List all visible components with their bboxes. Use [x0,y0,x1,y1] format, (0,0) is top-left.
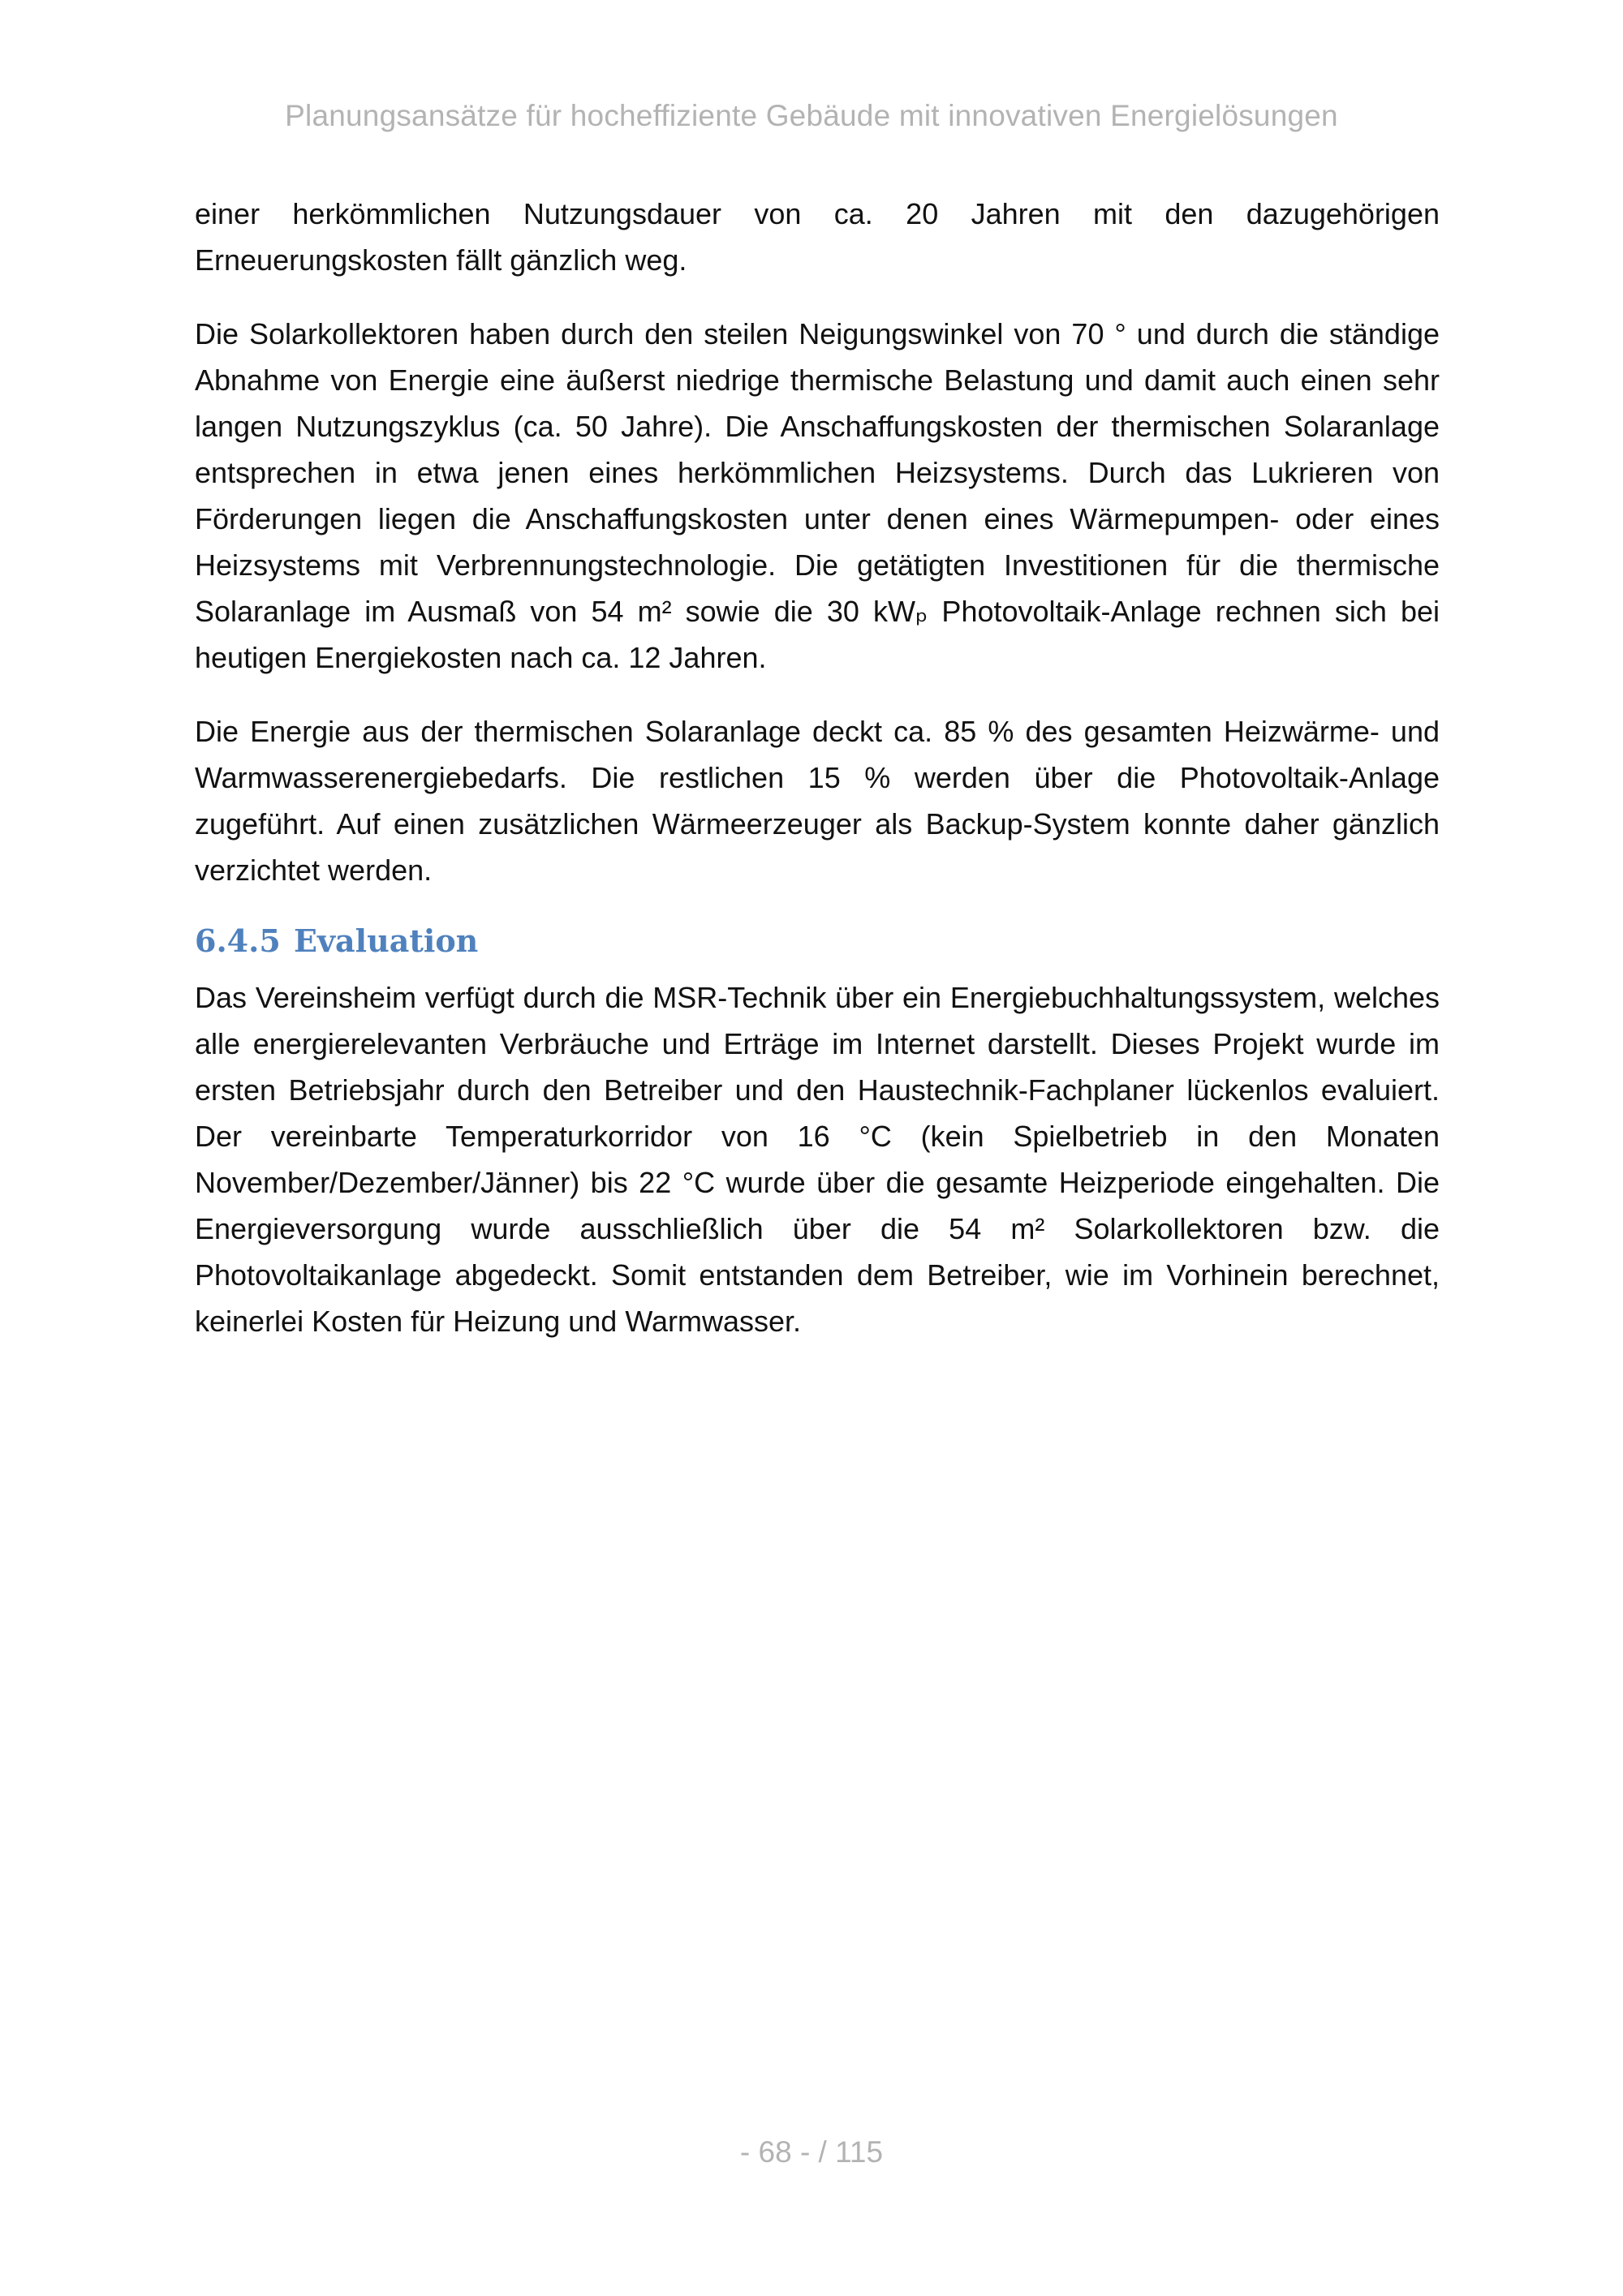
running-header: Planungsansätze für hocheffiziente Gebäude mit innovativen Energielösungen [285,99,1338,132]
section-number: 6.4.5 [195,922,281,959]
body-paragraph: Die Energie aus der thermischen Solaranlage deckt ca. 85 % des gesamten Heizwärme- und Warmwasserenergiebedarfs. Die restlichen 15 % werden über die Photovoltaik-Anlage zugeführt. Auf einen zusätzlichen Wärmeerzeuger als Backup-System konnte daher gänzlich verzichtet werden. [195,715,1440,887]
section-title: Evaluation [294,922,479,959]
section-heading [195,921,1440,961]
body-paragraph: Die Solarkollektoren haben durch den steilen Neigungswinkel von 70 ° und durch die ständige Abnahme von Energie eine äußerst niedrige thermische Belastung und damit auch einen sehr langen Nutzungszyklus (ca. 50 Jahre). Die Anschaffungskosten der thermischen Solaranlage entsprechen in etwa jenen eines herkömmlichen Heizsystems. Durch das Lukrieren von Förderungen liegen die Anschaffungskosten unter denen eines Wärmepumpen- oder eines Heizsystems mit Verbrennungstechnologie. Die getätigten Investitionen für die thermische Solaranlage im Ausmaß von 54 m² sowie die 30 kWₚ Photovoltaik-Anlage rechnen sich bei heutigen Energiekosten nach ca. 12 Jahren. [195,317,1440,674]
page-number: - 68 - / 115 [739,2135,884,2169]
document-body [195,191,1440,1372]
body-paragraph: Das Vereinsheim verfügt durch die MSR-Technik über ein Energiebuchhaltungssystem, welches alle energierelevanten Verbräuche und Erträge im Internet darstellt. Dieses Projekt wurde im ersten Betriebsjahr durch den Betreiber und den Haustechnik-Fachplaner lückenlos evaluiert. Der vereinbarte Temperaturkorridor von 16 °C (kein Spielbetrieb in den Monaten November/Dezember/Jänner) bis 22 °C wurde über die gesamte Heizperiode eingehalten. Die Energieversorgung wurde ausschließlich über die 54 m² Solarkollektoren bzw. die Photovoltaikanlage abgedeckt. Somit entstanden dem Betreiber, wie im Vorhinein berechnet, keinerlei Kosten für Heizung und Warmwasser. [195,981,1440,1338]
body-paragraph: einer herkömmlichen Nutzungsdauer von ca. 20 Jahren mit den dazugehörigen Erneuerungskosten fällt gänzlich weg. [195,197,1440,277]
